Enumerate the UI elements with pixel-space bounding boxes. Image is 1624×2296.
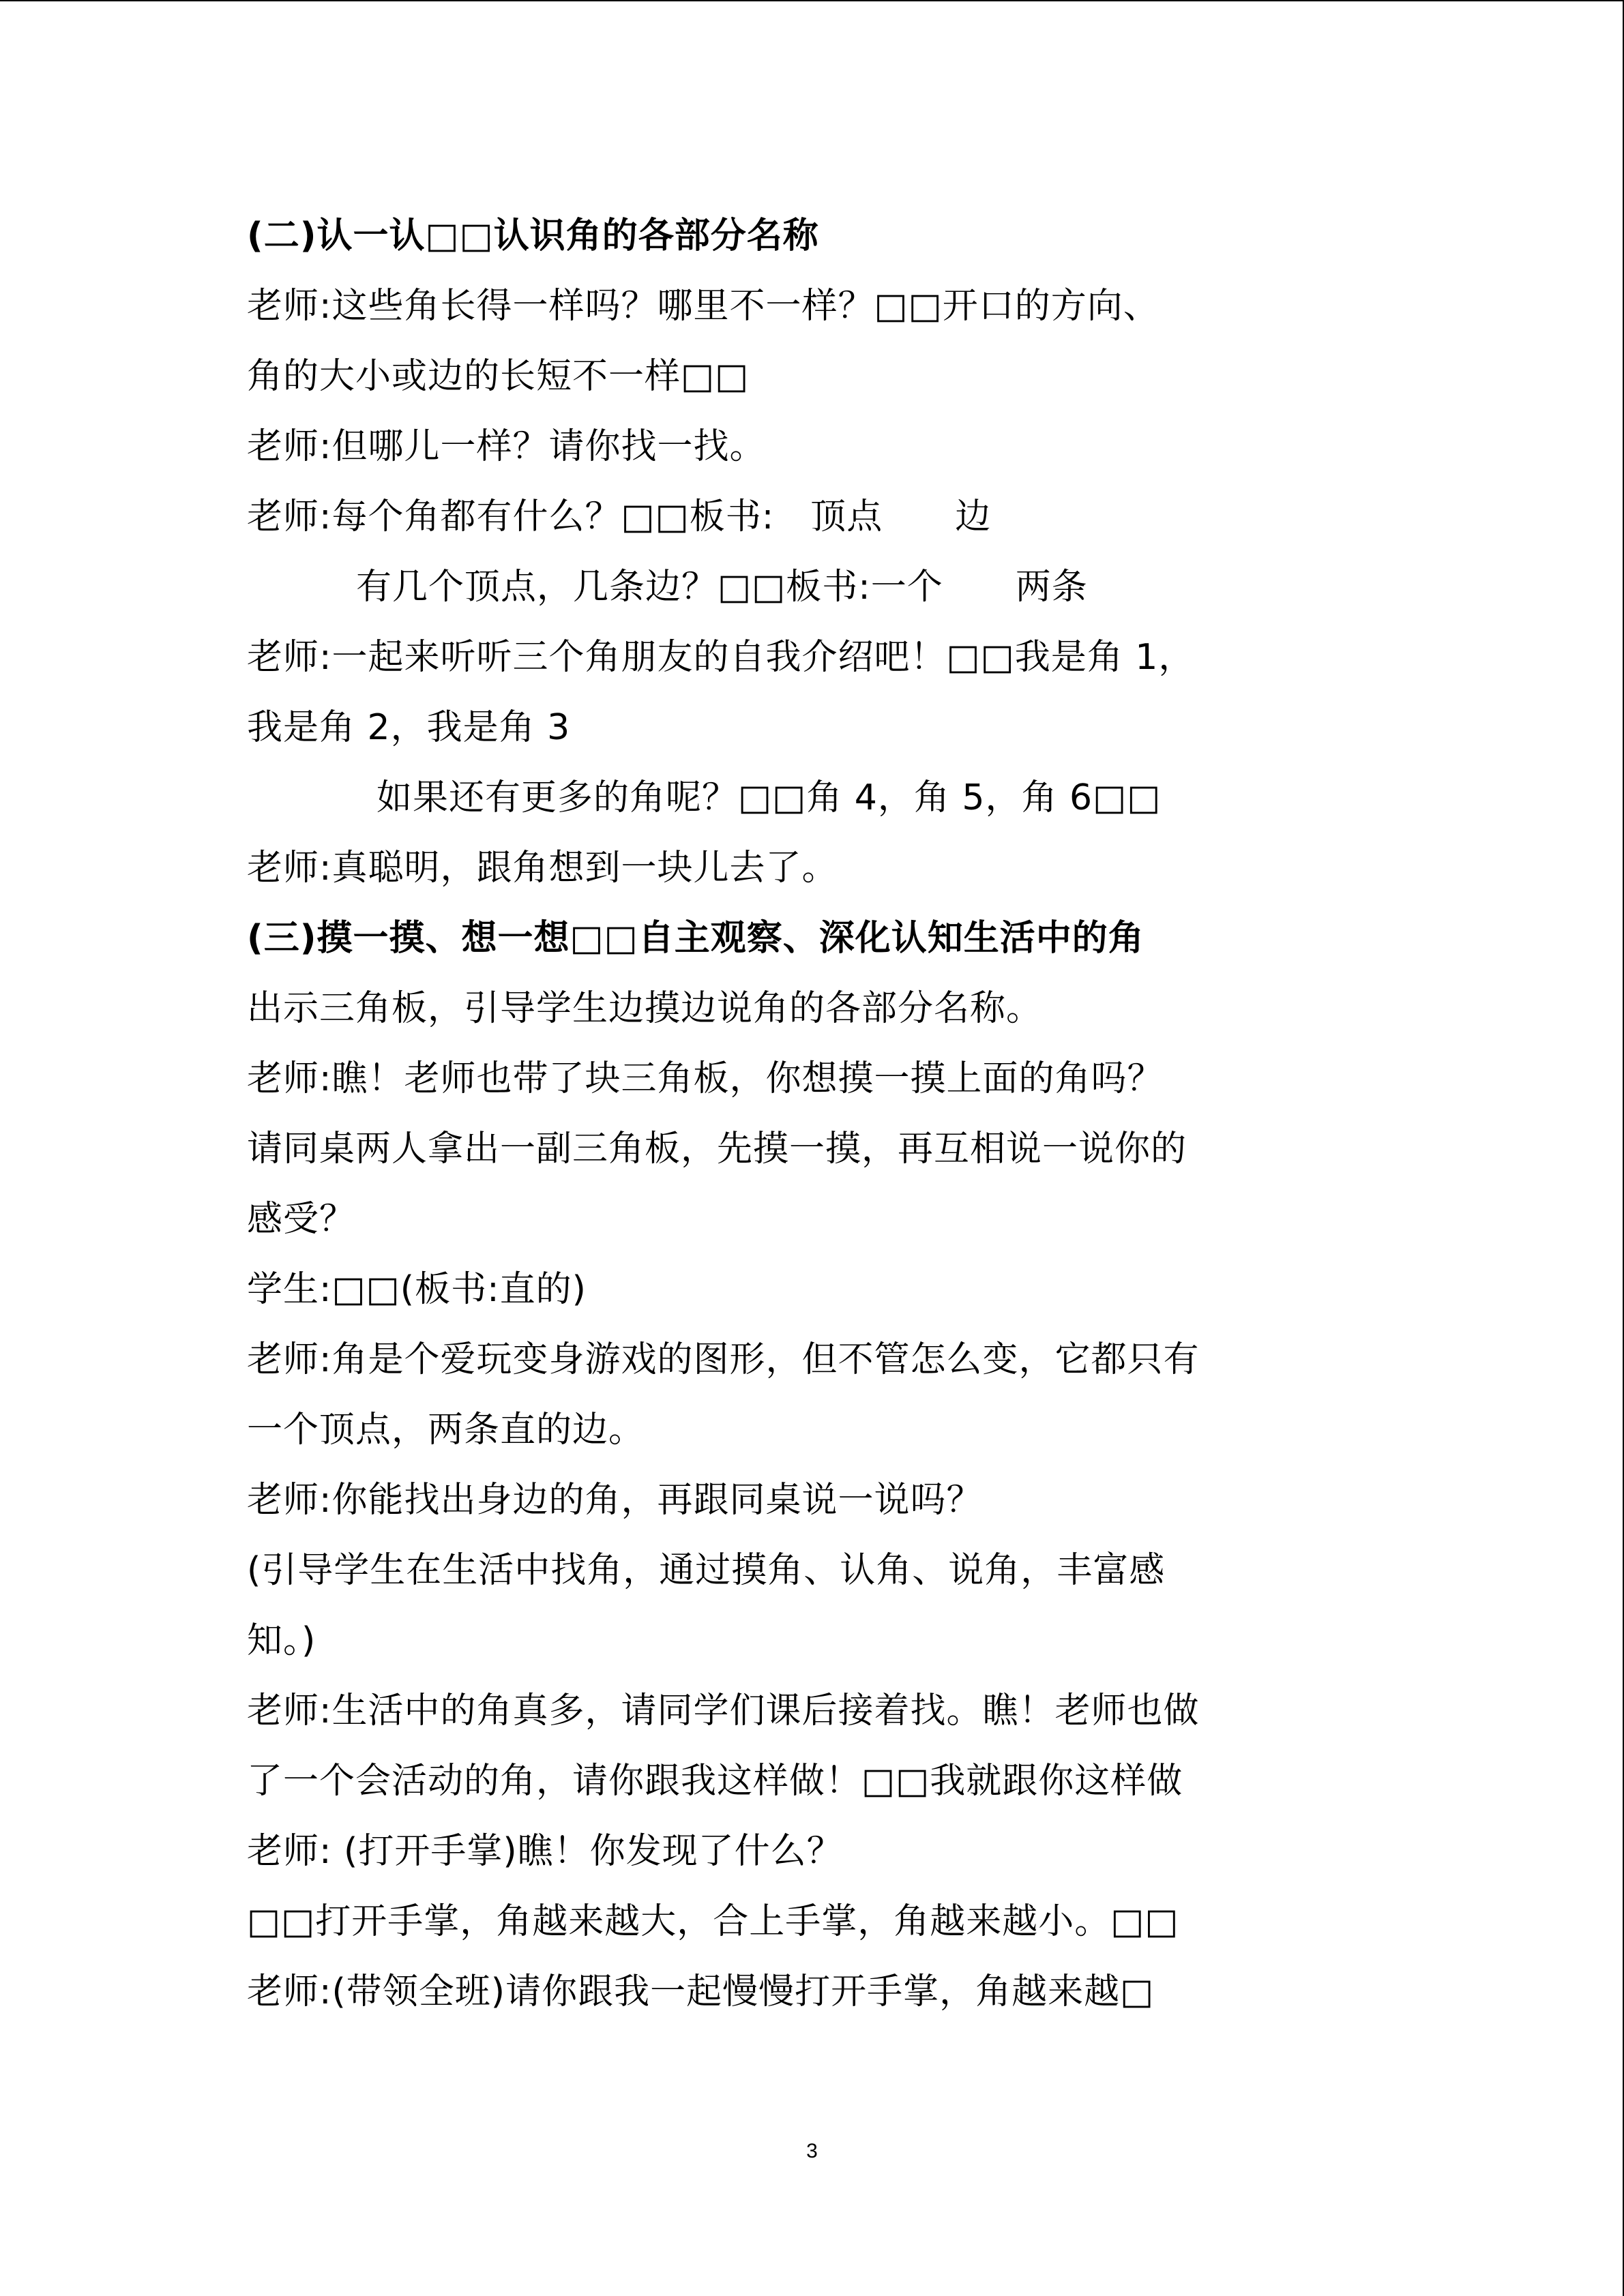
text-line: 老师:(带领全班)请你跟我一起慢慢打开手掌，角越来越□ xyxy=(247,1971,1155,2012)
text-line: 有几个顶点，几条边？□□板书:一个 两条 xyxy=(356,567,1088,608)
section-heading-2: (二)认一认□□认识角的各部分名称 xyxy=(247,215,819,256)
text-line: 了一个会活动的角，请你跟我这样做！□□我就跟你这样做 xyxy=(247,1761,1183,1802)
text-line: 老师:每个角都有什么？□□板书: 顶点 边 xyxy=(247,496,992,537)
text-line: 出示三角板，引导学生边摸边说角的各部分名称。 xyxy=(247,988,1043,1029)
text-line: 如果还有更多的角呢？□□角 4，角 5，角 6□□ xyxy=(377,777,1162,818)
text-line: 感受？ xyxy=(247,1199,356,1240)
text-line: 老师:角是个爱玩变身游戏的图形，但不管怎么变，它都只有 xyxy=(247,1339,1200,1380)
text-line: 我是角 2，我是角 3 xyxy=(247,707,571,748)
text-line: 请同桌两人拿出一副三角板，先摸一摸，再互相说一说你的 xyxy=(247,1129,1187,1169)
text-line: (引导学生在生活中找角，通过摸角、认角、说角，丰富感 xyxy=(247,1550,1166,1591)
text-line: 老师:这些角长得一样吗？哪里不一样？□□开口的方向、 xyxy=(247,286,1160,327)
text-line: 一个顶点，两条直的边。 xyxy=(247,1410,645,1450)
text-line: 角的大小或边的长短不一样□□ xyxy=(247,356,750,397)
text-line: 老师:真聪明，跟角想到一块儿去了。 xyxy=(247,848,838,889)
text-line: 学生:□□(板书:直的) xyxy=(247,1269,587,1310)
section-heading-3: (三)摸一摸、想一想□□自主观察、深化认知生活中的角 xyxy=(247,918,1145,959)
text-line: 老师:生活中的角真多，请同学们课后接着找。瞧！老师也做 xyxy=(247,1690,1200,1731)
text-line: 老师:但哪儿一样？请你找一找。 xyxy=(247,426,766,467)
text-line: 老师: (打开手掌)瞧！你发现了什么？ xyxy=(247,1831,843,1872)
text-line: 老师:你能找出身边的角，再跟同桌说一说吗？ xyxy=(247,1480,983,1521)
text-line: 老师:瞧！老师也带了块三角板，你想摸一摸上面的角吗？ xyxy=(247,1058,1164,1099)
page-number: 3 xyxy=(806,2140,818,2162)
text-line: 老师:一起来听听三个角朋友的自我介绍吧！□□我是角 1， xyxy=(247,637,1195,678)
text-line: □□打开手掌，角越来越大，合上手掌，角越来越小。□□ xyxy=(247,1901,1179,1942)
text-line: 知。) xyxy=(247,1620,316,1661)
